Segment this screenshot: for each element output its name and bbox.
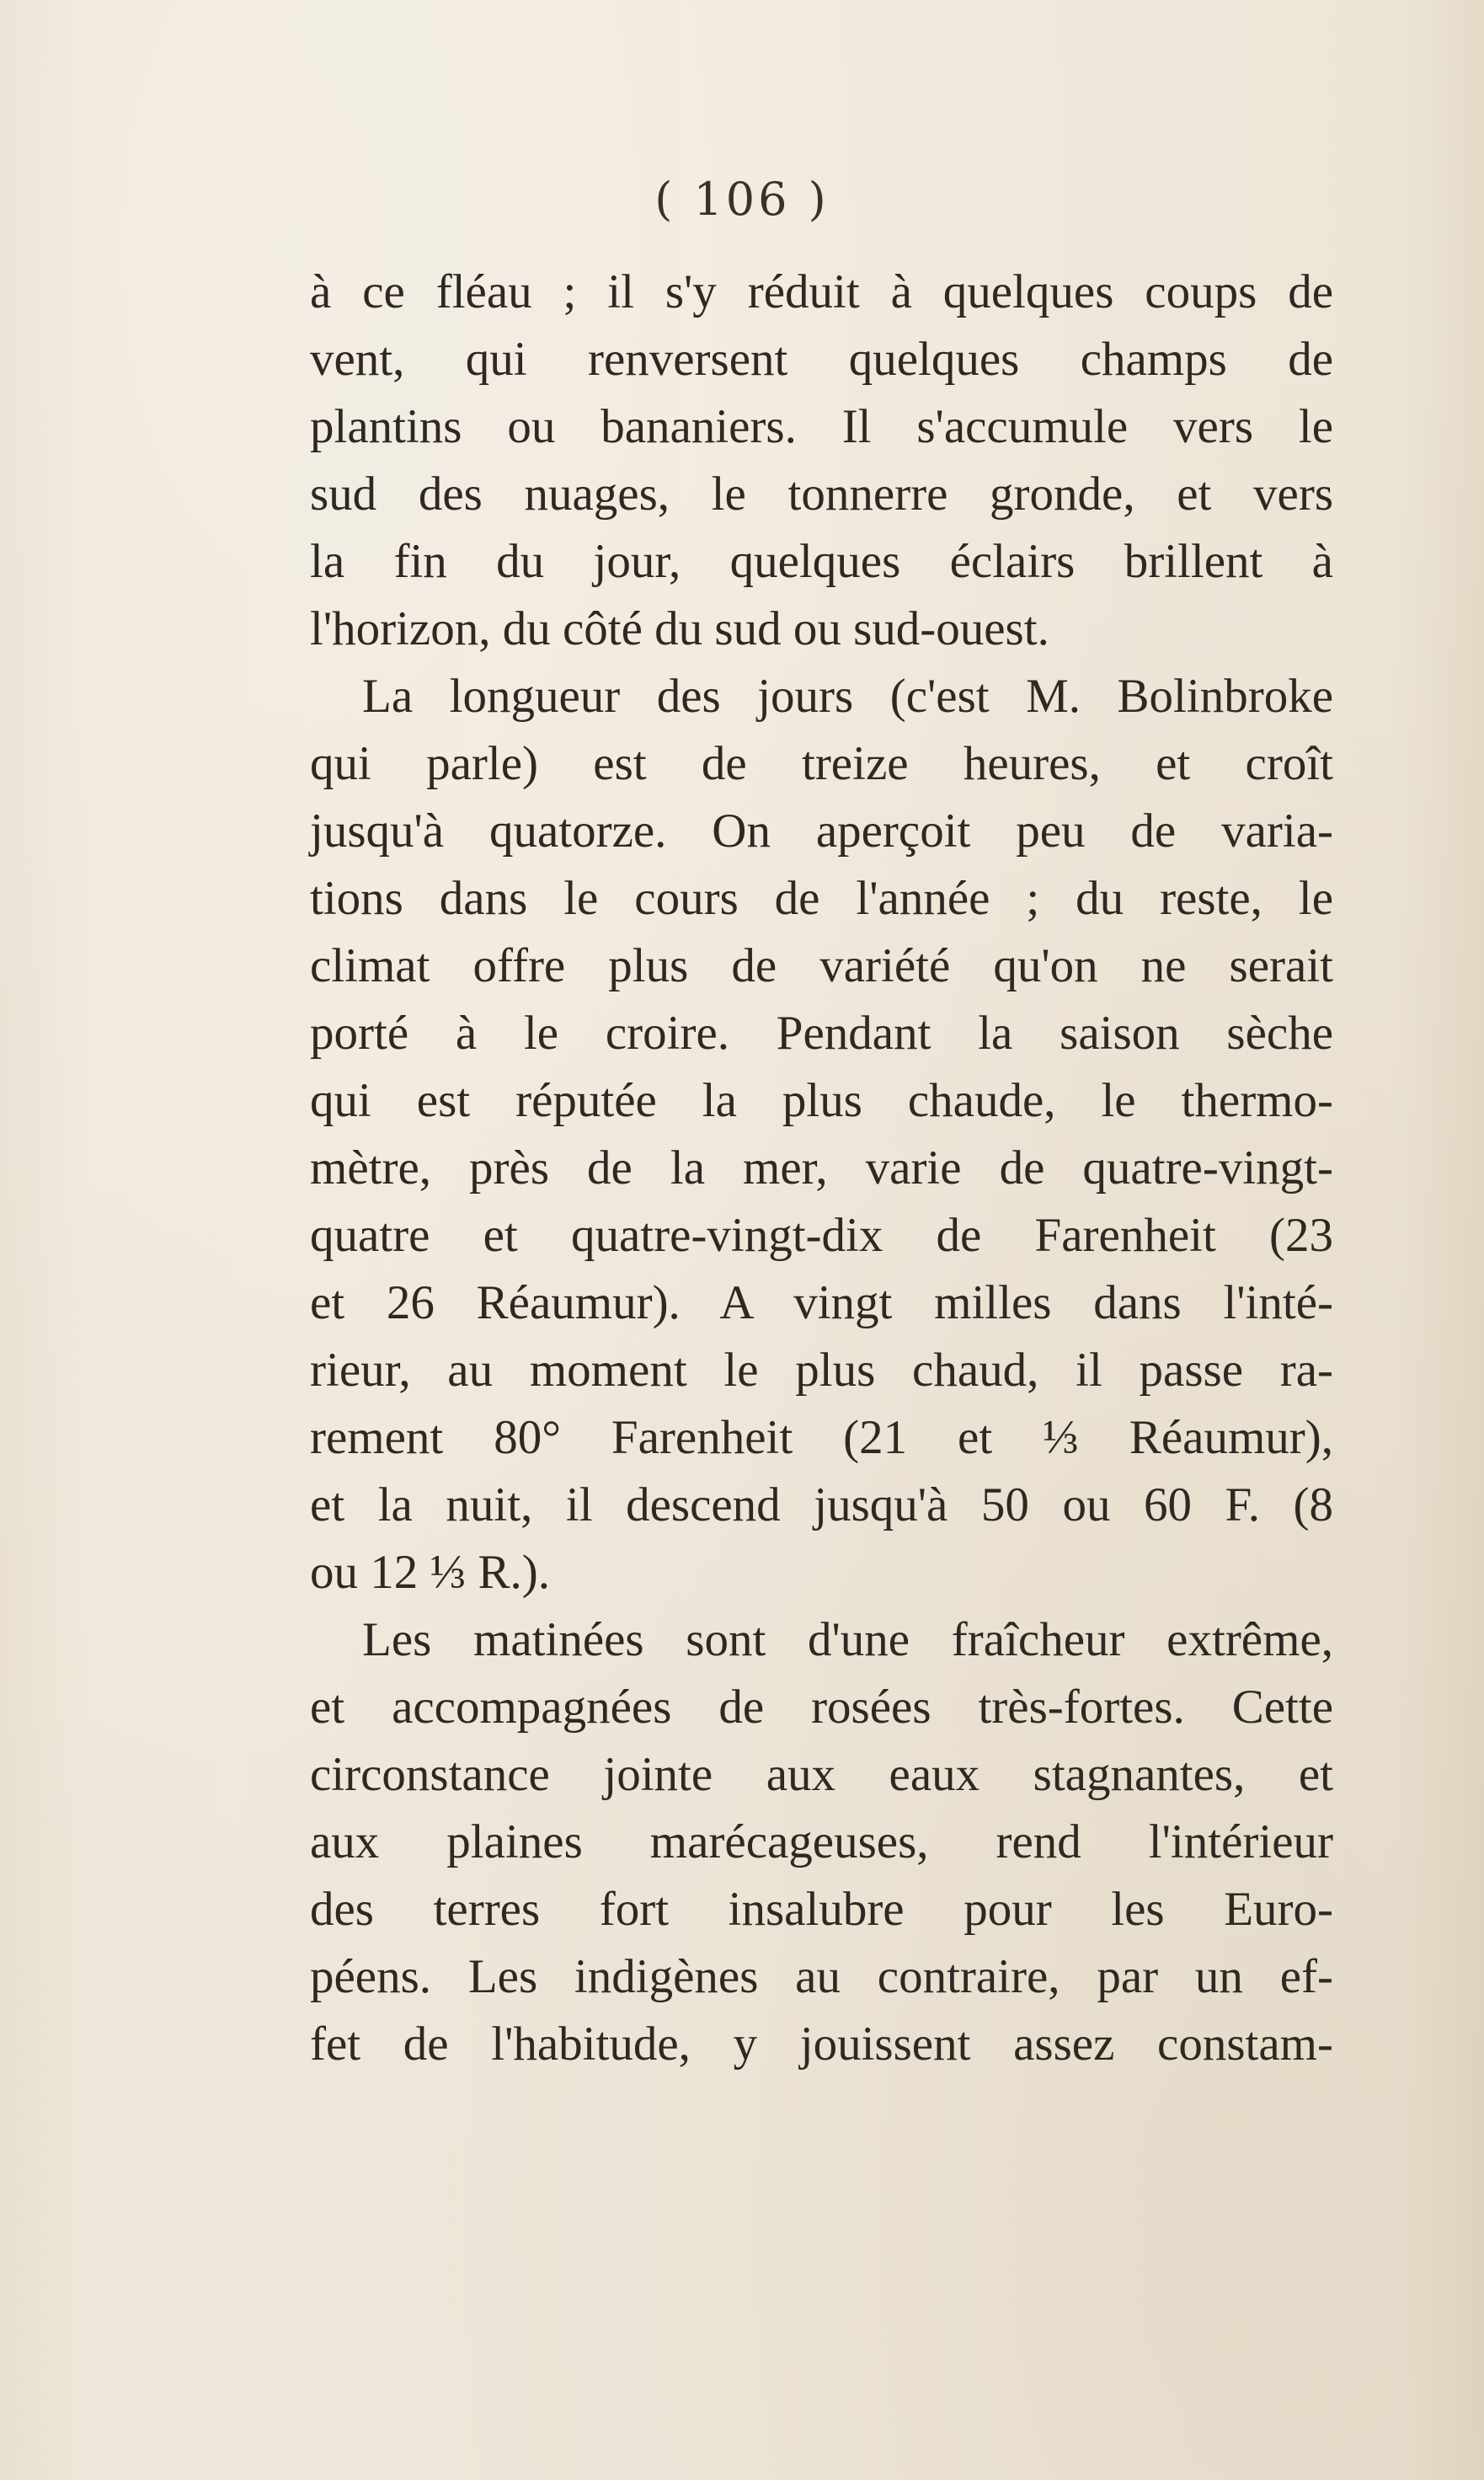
text-line: fet de l'habitude, y jouissent assez constam- (310, 2018, 1333, 2071)
text-line: rement 80° Farenheit (21 et ⅓ Réaumur), (310, 1411, 1333, 1464)
text-line: rieur, au moment le plus chaud, il passe ra- (310, 1344, 1333, 1397)
text-line: à ce fléau ; il s'y réduit à quelques coups de (310, 265, 1333, 318)
text-line: quatre et quatre-vingt-dix de Farenheit (23 (310, 1209, 1333, 1262)
text-line: des terres fort insalubre pour les Euro- (310, 1883, 1333, 1936)
page-number: ( 106 ) (654, 173, 830, 226)
text-line: aux plaines marécageuses, rend l'intérieur (310, 1815, 1333, 1868)
text-line: tions dans le cours de l'année ; du reste, le (310, 872, 1333, 925)
text-line: circonstance jointe aux eaux stagnantes, et (310, 1748, 1333, 1801)
text-line: et la nuit, il descend jusqu'à 50 ou 60 F. (8 (310, 1478, 1333, 1531)
text-line: sud des nuages, le tonnerre gronde, et vers (310, 468, 1333, 521)
text-line: qui parle) est de treize heures, et croît (310, 737, 1333, 790)
text-line: La longueur des jours (c'est M. Bolinbroke (362, 670, 1333, 723)
text-line: l'horizon, du côté du sud ou sud-ouest. (310, 602, 1049, 655)
text-line: et 26 Réaumur). A vingt milles dans l'inté- (310, 1276, 1333, 1329)
text-line: péens. Les indigènes au contraire, par un ef- (310, 1950, 1333, 2003)
text-line: ou 12 ⅓ R.). (310, 1546, 550, 1599)
paragraph-2 (310, 663, 1333, 1606)
text-line: climat offre plus de variété qu'on ne serait (310, 939, 1333, 992)
text-line: plantins ou bananiers. Il s'accumule vers le (310, 400, 1333, 453)
text-line: et accompagnées de rosées très-fortes. Cette (310, 1681, 1333, 1734)
text-line: vent, qui renversent quelques champs de (310, 333, 1333, 386)
text-line: porté à le croire. Pendant la saison sèche (310, 1007, 1333, 1060)
text-line: mètre, près de la mer, varie de quatre-vingt- (310, 1141, 1333, 1195)
text-line: jusqu'à quatorze. On aperçoit peu de varia- (310, 804, 1333, 858)
text-line: la fin du jour, quelques éclairs brillent à (310, 535, 1333, 588)
text-line: Les matinées sont d'une fraîcheur extrême, (362, 1613, 1333, 1666)
text-line: qui est réputée la plus chaude, le thermo- (310, 1074, 1333, 1127)
paragraph-3 (310, 1606, 1333, 2078)
paragraph-1 (310, 259, 1333, 663)
body-text (310, 259, 1333, 2078)
